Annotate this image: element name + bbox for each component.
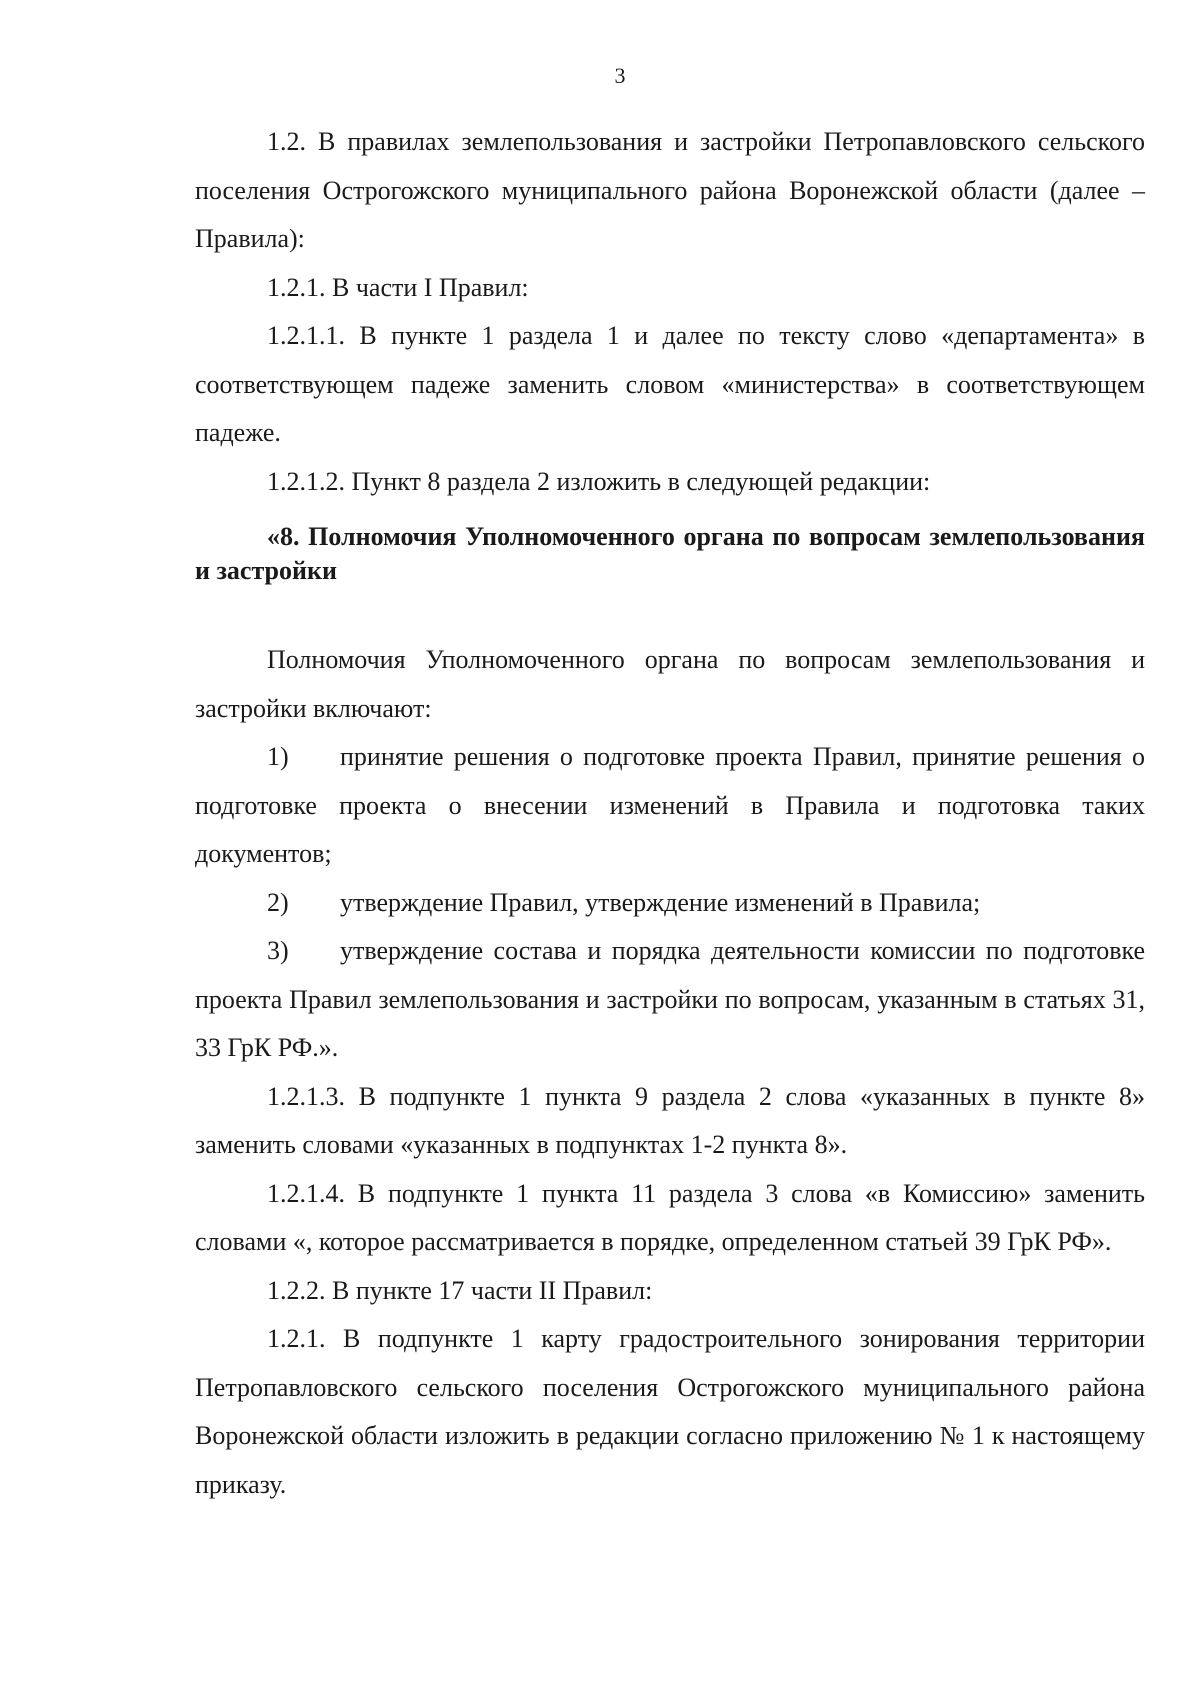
- list-item-number: 3): [267, 936, 289, 965]
- list-item-text: утверждение Правил, утверждение изменений в Правила;: [340, 887, 981, 917]
- list-item-number: 2): [267, 887, 289, 917]
- list-item-2: [195, 879, 1145, 928]
- paragraph-1-2: 1.2. В правилах землепользования и застройки Петропавловского сельского поселения Острогожского муниципального района Воронежской области (далее – Правила):: [195, 127, 1145, 253]
- list-item-3: [195, 927, 1145, 1073]
- powers-intro: Полномочия Уполномоченного органа по вопросам землепользования и застройки включают:: [195, 645, 1145, 723]
- paragraph-1-2-1-4: 1.2.1.4. В подпункте 1 пункта 11 раздела 3 слова «в Комиссию» заменить словами «, которое рассматривается в порядке, определенном статьей 39 ГрК РФ».: [195, 1178, 1145, 1256]
- document-body: [195, 118, 1145, 1509]
- page-number: 3: [614, 63, 626, 88]
- list-item-number: 1): [267, 742, 289, 771]
- paragraph-1-2-1-2: 1.2.1.2. Пункт 8 раздела 2 изложить в следующей редакции:: [267, 466, 931, 496]
- paragraph-1-2-1: 1.2.1. В части I Правил:: [267, 272, 529, 302]
- paragraph-1-2-1-map: 1.2.1. В подпункте 1 карту градостроительного зонирования территории Петропавловского сельского поселения Острогожского муниципального района Воронежской области изложить в редакции согласно приложению № 1 к настоящему приказу.: [195, 1324, 1145, 1499]
- section-8-heading: «8. Полномочия Уполномоченного органа по вопросам землепользования и застройки: [195, 522, 1145, 585]
- list-item-text: утверждение состава и порядка деятельности комиссии по подготовке проекта Правил землепользования и застройки по вопросам, указанным в статьях 31, 33 ГрК РФ.».: [195, 936, 1145, 1062]
- paragraph-1-2-1-3: 1.2.1.3. В подпункте 1 пункта 9 раздела 2 слова «указанных в пункте 8» заменить словами «указанных в подпунктах 1-2 пункта 8».: [195, 1081, 1145, 1159]
- paragraph-1-2-2: 1.2.2. В пункте 17 части II Правил:: [267, 1275, 653, 1305]
- list-item-text: принятие решения о подготовке проекта Правил, принятие решения о подготовке проекта о внесении изменений в Правила и подготовка таких документов;: [195, 742, 1145, 868]
- paragraph-1-2-1-1: 1.2.1.1. В пункте 1 раздела 1 и далее по тексту слово «департамента» в соответствующем падеже заменить словом «министерства» в соответствующем падеже.: [195, 321, 1145, 447]
- spacer: [195, 588, 1145, 636]
- list-item-1: [195, 733, 1145, 879]
